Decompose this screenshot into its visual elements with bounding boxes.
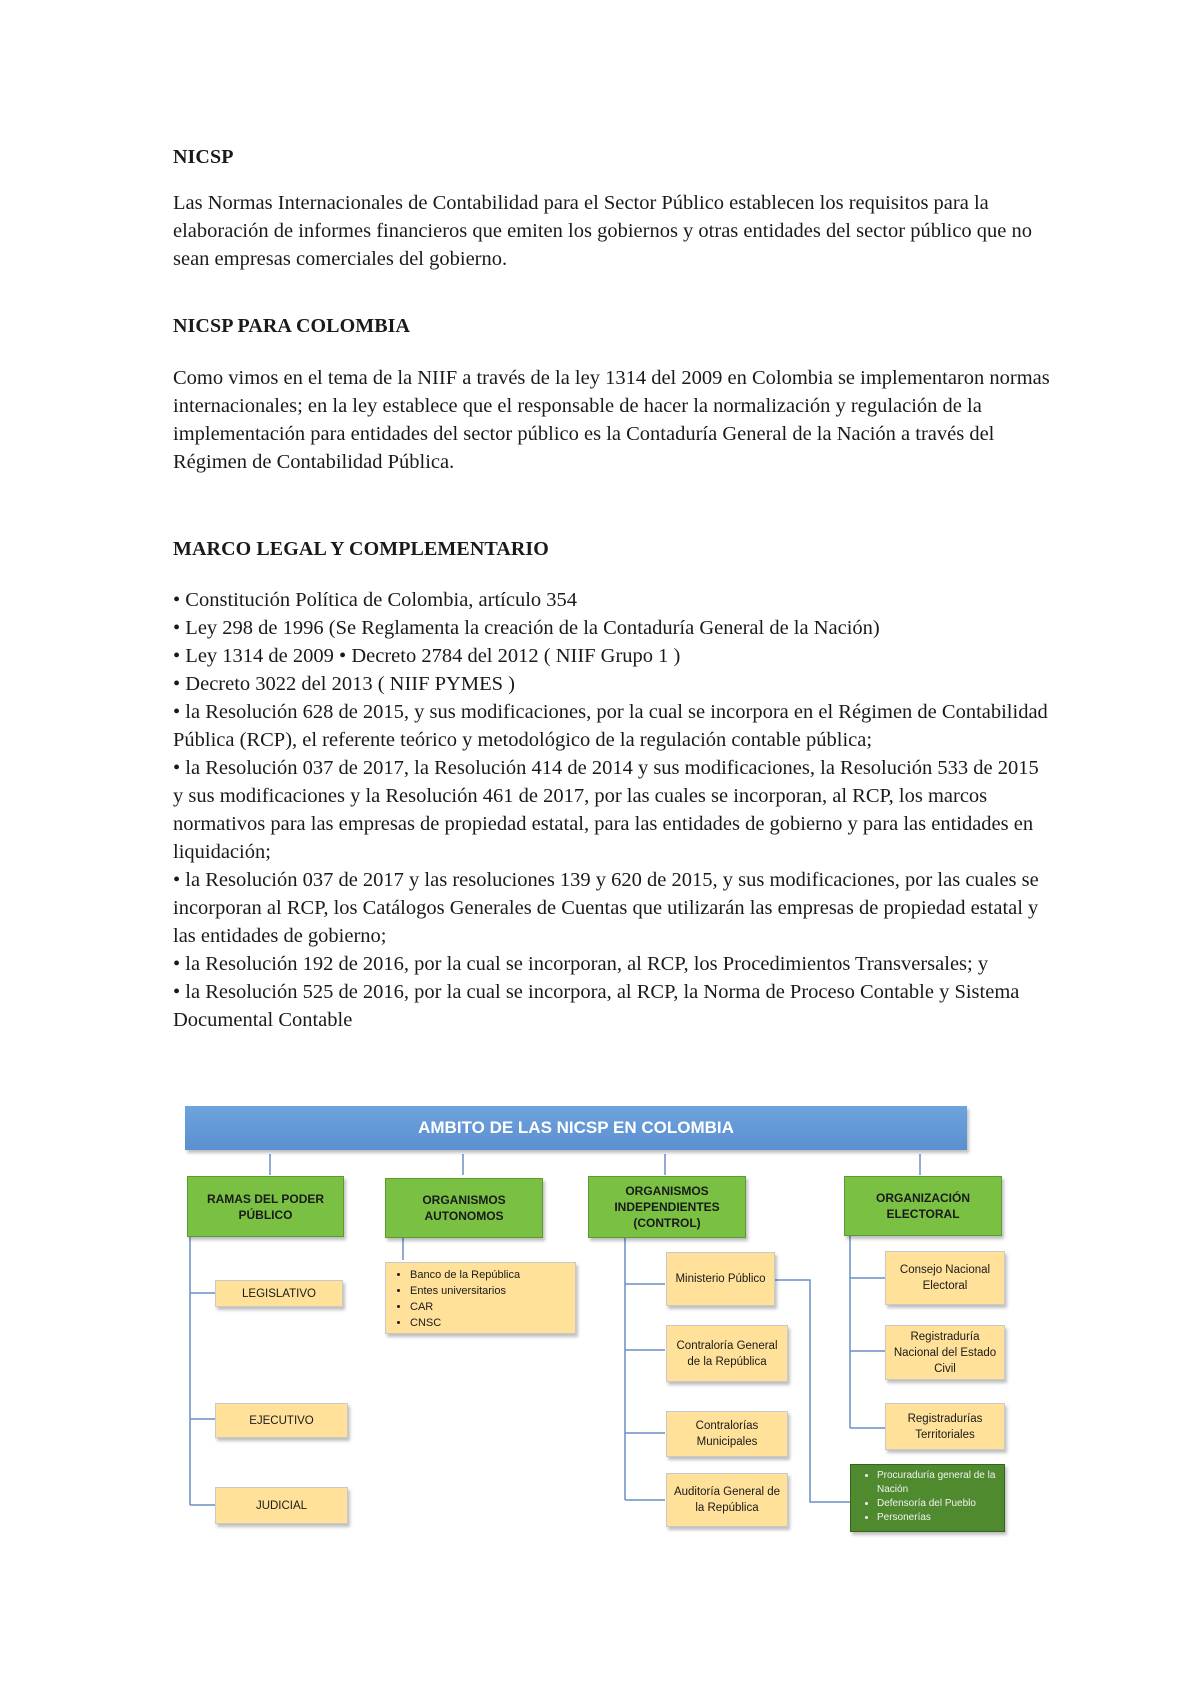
box-ministerio-publico: Ministerio Público bbox=[666, 1252, 775, 1306]
list-item: • Entes universitarios bbox=[410, 1283, 520, 1299]
box-contraloria-general: Contraloría General de la República bbox=[666, 1325, 788, 1382]
box-judicial: JUDICIAL bbox=[215, 1487, 348, 1524]
list-item: • Banco de la República bbox=[410, 1267, 520, 1283]
box-ejecutivo: EJECUTIVO bbox=[215, 1403, 348, 1438]
list-item: • Ley 1314 de 2009 • Decreto 2784 del 2012 ( NIIF Grupo 1 ) bbox=[173, 645, 681, 667]
list-item: • Personerías bbox=[877, 1511, 996, 1525]
ministerio-publico-list bbox=[859, 1469, 996, 1525]
list-item: • la Resolución 037 de 2017 y las resoluciones 139 y 620 de 2015, y sus modificaciones, por las cuales se incorporan al RCP, los Catálogos Generales de Cuentas que utilizarán las empresas de propiedad estatal y las entidades de gobierno; bbox=[173, 869, 1039, 947]
list-item: • CAR bbox=[410, 1299, 520, 1315]
list-item: • Decreto 3022 del 2013 ( NIIF PYMES ) bbox=[173, 673, 515, 695]
list-item: • Ley 298 de 1996 (Se Reglamenta la creación de la Contaduría General de la Nación) bbox=[173, 617, 880, 639]
list-item: • CNSC bbox=[410, 1315, 520, 1331]
section-title: NICSP PARA COLOMBIA bbox=[173, 315, 411, 337]
section-body: Como vimos en el tema de la NIIF a través de la ley 1314 del 2009 en Colombia se implementaron normas internacionales; en la ley establece que el responsable de hacer la normalización y regulación de la implementación para entidades del sector público es la Contaduría General de la Nación a través del Régimen de Contabilidad Pública. bbox=[173, 367, 1050, 473]
list-item: • Defensoría del Pueblo bbox=[877, 1497, 996, 1511]
box-contralorias-municipales: Contralorías Municipales bbox=[666, 1411, 788, 1457]
list-item: • la Resolución 525 de 2016, por la cual se incorpora, al RCP, la Norma de Proceso Contable y Sistema Documental Contable bbox=[173, 981, 1020, 1031]
header-independientes: ORGANISMOS INDEPENDIENTES (CONTROL) bbox=[588, 1176, 746, 1238]
autonomos-list bbox=[392, 1267, 520, 1331]
list-item: • la Resolución 037 de 2017, la Resolución 414 de 2014 y sus modificaciones, la Resolución 533 de 2015 y sus modificaciones y la Resolución 461 de 2017, por las cuales se incorporan, al RCP, los marcos normativos para las empresas de propiedad estatal, para las entidades de gobierno y para las entidades en liquidación; bbox=[173, 757, 1039, 863]
box-ministerio-publico-entities bbox=[850, 1464, 1005, 1532]
list-item: • la Resolución 628 de 2015, y sus modificaciones, por la cual se incorpora en el Régimen de Contabilidad Pública (RCP), el referente teórico y metodológico de la regulación contable pública; bbox=[173, 701, 1048, 751]
box-autonomos-list bbox=[385, 1262, 576, 1334]
section-title: NICSP bbox=[173, 146, 234, 168]
section-title: MARCO LEGAL Y COMPLEMENTARIO bbox=[173, 538, 549, 560]
box-legislativo: LEGISLATIVO bbox=[215, 1280, 343, 1307]
header-autonomos: ORGANISMOS AUTONOMOS bbox=[385, 1178, 543, 1238]
list-item: • Constitución Política de Colombia, artículo 354 bbox=[173, 589, 578, 611]
box-auditoria-general: Auditoría General de la República bbox=[666, 1473, 788, 1527]
header-electoral: ORGANIZACIÓN ELECTORAL bbox=[844, 1176, 1002, 1236]
box-registraduria-nacional: Registraduría Nacional del Estado Civil bbox=[885, 1325, 1005, 1380]
list-item: • la Resolución 192 de 2016, por la cual se incorporan, al RCP, los Procedimientos Transversales; y bbox=[173, 953, 989, 975]
diagram-title: AMBITO DE LAS NICSP EN COLOMBIA bbox=[185, 1106, 967, 1150]
list-item: • Procuraduría general de la Nación bbox=[877, 1469, 996, 1497]
section-body: Las Normas Internacionales de Contabilidad para el Sector Público establecen los requisitos para la elaboración de informes financieros que emiten los gobiernos y otras entidades del sector público que no sean empresas comerciales del gobierno. bbox=[173, 192, 1033, 270]
box-registradurias-territoriales: Registradurías Territoriales bbox=[885, 1403, 1005, 1450]
box-consejo-nacional-electoral: Consejo Nacional Electoral bbox=[885, 1251, 1005, 1305]
header-ramas: RAMAS DEL PODER PÚBLICO bbox=[187, 1176, 344, 1237]
